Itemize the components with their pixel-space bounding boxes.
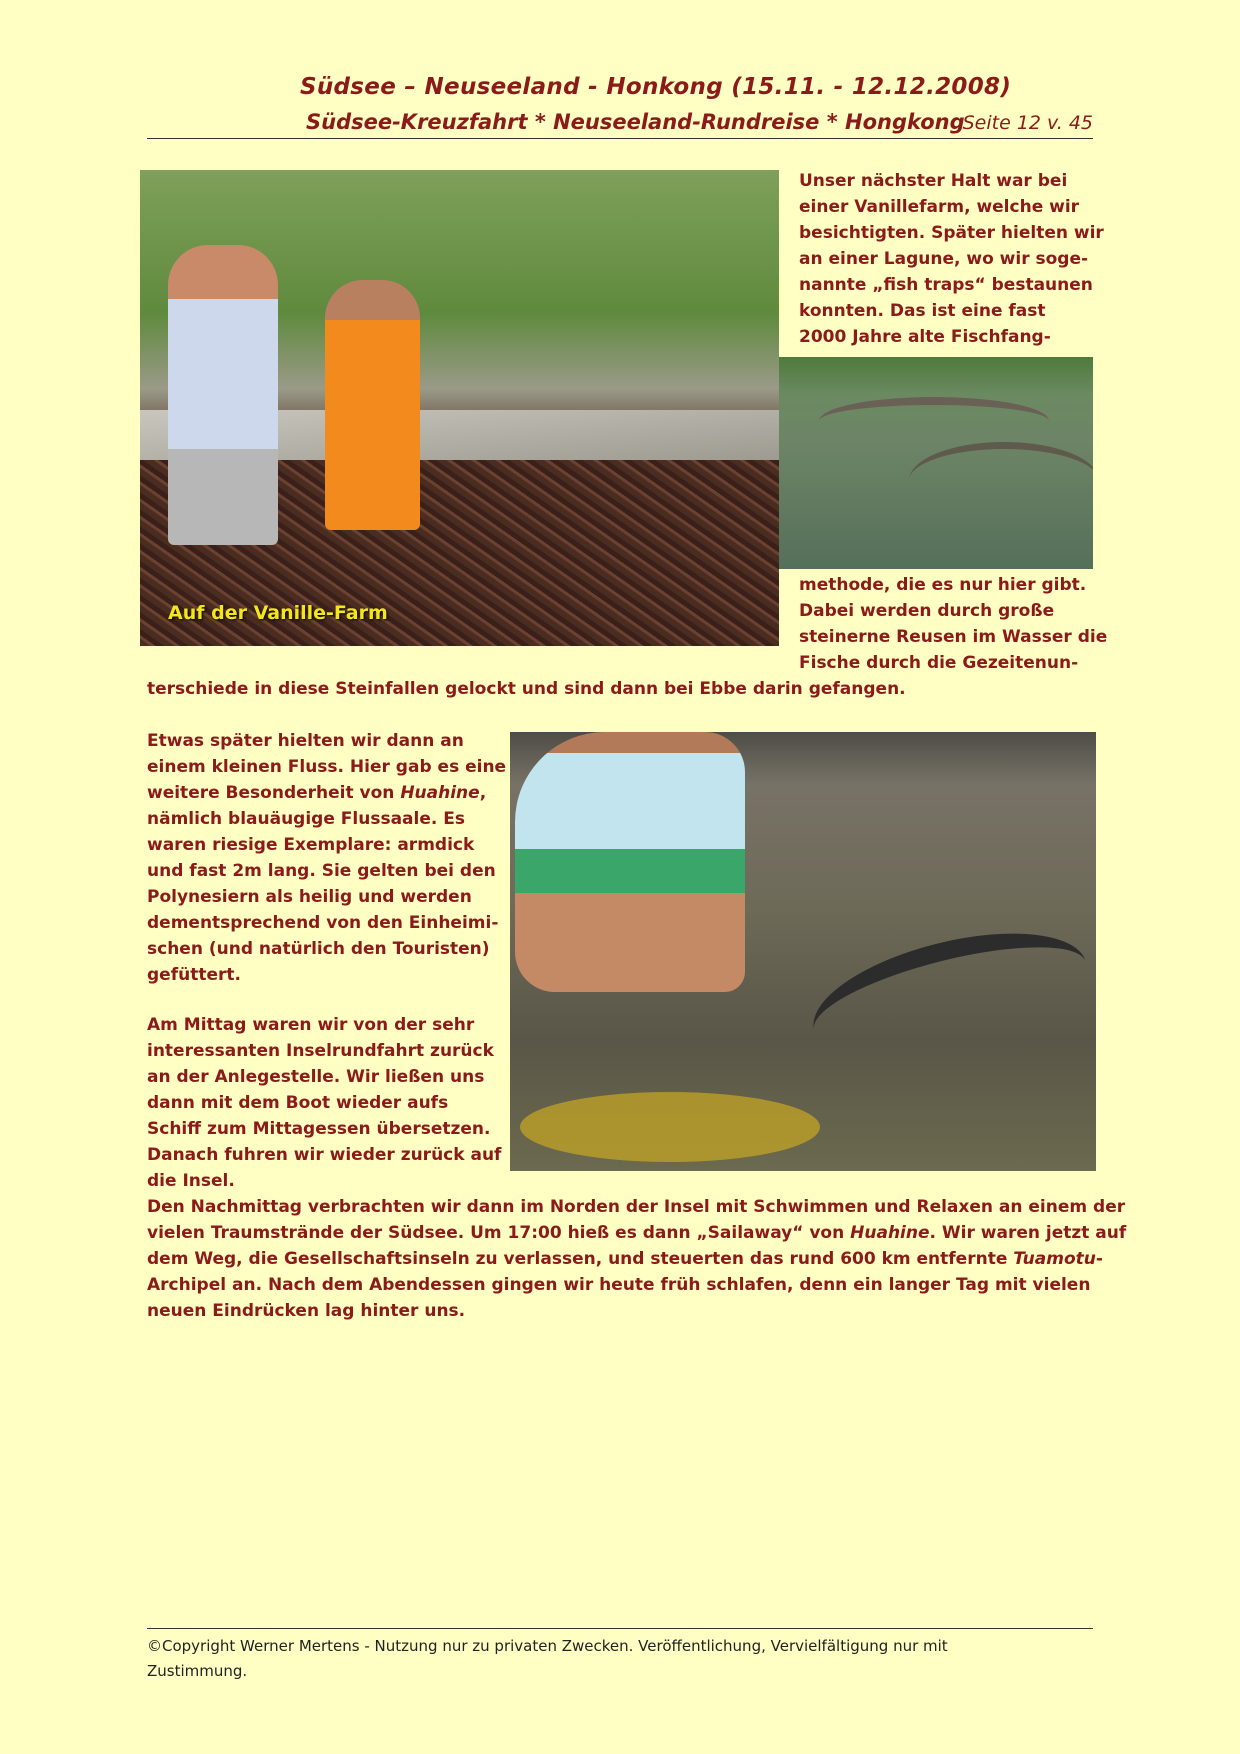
text-span: - xyxy=(1095,1249,1103,1269)
text-line: Dabei werden durch große xyxy=(799,601,1055,621)
footer-rule xyxy=(147,1628,1093,1629)
text-line: waren riesige Exemplare: armdick xyxy=(147,835,475,855)
text-line xyxy=(147,1220,1126,1246)
eel-feeding-photo xyxy=(510,732,1096,1171)
text-block-fish-traps xyxy=(799,572,1107,676)
text-line: neuen Eindrücken lag hinter uns. xyxy=(147,1301,466,1321)
photo-riverbed xyxy=(520,1092,820,1162)
text-line: dann mit dem Boot wieder aufs xyxy=(147,1093,449,1113)
footer-line: ©Copyright Werner Mertens - Nutzung nur zu privaten Zwecken. Veröffentlichung, Vervielfältigung nur mit xyxy=(147,1637,948,1655)
header-subtitle-bar xyxy=(147,108,1093,139)
footer-line: Zustimmung. xyxy=(147,1662,248,1680)
text-line: Danach fuhren wir wieder zurück auf xyxy=(147,1145,502,1165)
text-line: schen (und natürlich den Touristen) xyxy=(147,939,490,959)
text-line: Archipel an. Nach dem Abendessen gingen wir heute früh schlafen, denn ein langer Tag mit vielen xyxy=(147,1275,1091,1295)
text-line: Unser nächster Halt war bei xyxy=(799,171,1068,191)
vanilla-photo-caption: Auf der Vanille-Farm xyxy=(168,602,388,624)
document-subtitle: Südsee-Kreuzfahrt * Neuseeland-Rundreise * Hongkong xyxy=(306,110,965,134)
text-line: die Insel. xyxy=(147,1171,235,1191)
text-block-afternoon xyxy=(147,1194,1126,1324)
text-block-fish-traps-end xyxy=(147,676,906,702)
text-line: besichtigten. Später hielten wir xyxy=(799,223,1104,243)
text-line: einem kleinen Fluss. Hier gab es eine xyxy=(147,757,507,777)
text-span: dem Weg, die Gesellschaftsinseln zu verlassen, und steuerten das rund 600 km entfernte xyxy=(147,1249,1014,1269)
page-number: Seite 12 v. 45 xyxy=(962,112,1093,134)
lagoon-fish-traps-photo xyxy=(779,357,1093,569)
photo-person-woman xyxy=(325,280,420,530)
text-span: weitere Besonderheit von xyxy=(147,783,401,803)
vanilla-farm-photo xyxy=(140,170,779,646)
text-line: methode, die es nur hier gibt. xyxy=(799,575,1087,595)
text-line: interessanten Inselrundfahrt zurück xyxy=(147,1041,494,1061)
photo-person-man xyxy=(168,245,278,545)
text-line: steinerne Reusen im Wasser die xyxy=(799,627,1108,647)
text-line: gefüttert. xyxy=(147,965,241,985)
text-line: einer Vanillefarm, welche wir xyxy=(799,197,1080,217)
photo-stone-trap xyxy=(909,442,1093,519)
text-line: Fische durch die Gezeitenun- xyxy=(799,653,1079,673)
text-line: an einer Lagune, wo wir soge- xyxy=(799,249,1089,269)
text-line: Polynesiern als heilig und werden xyxy=(147,887,472,907)
text-line: Am Mittag waren wir von der sehr xyxy=(147,1015,475,1035)
photo-woman-feeding xyxy=(515,732,745,992)
photo-stone-trap xyxy=(819,397,1049,445)
text-line: nämlich blauäugige Flussaale. Es xyxy=(147,809,465,829)
text-line: und fast 2m lang. Sie gelten bei den xyxy=(147,861,496,881)
text-span: vielen Traumstrände der Südsee. Um 17:00 hieß es dann „Sailaway“ von xyxy=(147,1223,851,1243)
place-name-huahine: Huahine xyxy=(850,1223,930,1243)
document-title: Südsee – Neuseeland - Honkong (15.11. - 12.12.2008) xyxy=(300,74,1012,100)
place-name-tuamotu: Tuamotu xyxy=(1013,1249,1096,1269)
text-line: an der Anlegestelle. Wir ließen uns xyxy=(147,1067,485,1087)
text-line xyxy=(147,780,506,806)
text-block-lunch xyxy=(147,1012,501,1194)
text-span: , xyxy=(479,783,487,803)
text-line xyxy=(147,1246,1126,1272)
text-line: konnten. Das ist eine fast xyxy=(799,301,1046,321)
text-line: terschiede in diese Steinfallen gelockt und sind dann bei Ebbe darin gefangen. xyxy=(147,679,906,699)
place-name-huahine: Huahine xyxy=(400,783,480,803)
copyright-footer xyxy=(147,1634,1093,1684)
text-span: . Wir waren jetzt auf xyxy=(929,1223,1127,1243)
text-line: nannte „fish traps“ bestaunen xyxy=(799,275,1093,295)
text-line: 2000 Jahre alte Fischfang- xyxy=(799,327,1051,347)
text-line: dementsprechend von den Einheimi- xyxy=(147,913,499,933)
text-line: Den Nachmittag verbrachten wir dann im Norden der Insel mit Schwimmen und Relaxen an einem der xyxy=(147,1197,1126,1217)
text-line: Etwas später hielten wir dann an xyxy=(147,731,464,751)
photo-eel xyxy=(801,910,1096,1083)
text-line: Schiff zum Mittagessen übersetzen. xyxy=(147,1119,491,1139)
text-block-vanilla xyxy=(799,168,1104,350)
text-block-eels xyxy=(147,728,506,988)
